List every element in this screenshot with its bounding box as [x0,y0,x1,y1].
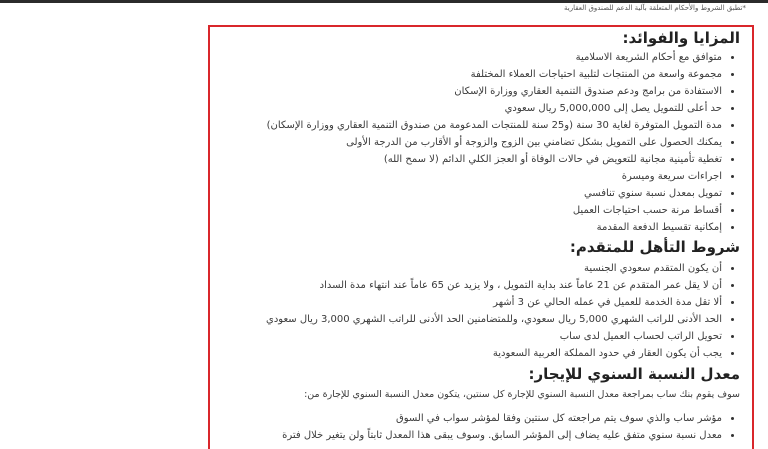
list-item: • مؤشر ساب والذي سوف يتم مراجعته كل سنتين وفقا لمؤشر سواب في السوق [216,410,722,427]
list-item: • يجب أن يكون العقار في حدود المملكة العربية السعودية [216,345,722,362]
benefits-list [216,49,740,236]
list-item: • إمكانية تقسيط الدفعة المقدمة [216,219,722,236]
list-item: • أقساط مرنة حسب احتياجات العميل [216,202,722,219]
list-item: • ألا تقل مدة الخدمة للعميل في عمله الحالي عن 3 أشهر [216,294,722,311]
list-item: • معدل نسبة سنوي متفق عليه يضاف إلى المؤشر السابق. وسوف يبقى هذا المعدل ثابتاً ولن يتغير خلال فترة [216,427,722,444]
eligibility-list [216,260,740,362]
list-item: • تمويل بمعدل نسبة سنوي تنافسي [216,185,722,202]
list-item: • تغطية تأمينية مجانية للتعويض في حالات الوفاة أو العجز الكلي الدائم (لا سمح الله) [216,151,722,168]
top-divider-bar [0,0,768,3]
rate-heading: معدل النسبة السنوي للإيجار: [528,365,740,383]
list-item: • حد أعلى للتمويل يصل إلى 5,000,000 ريال سعودي [216,100,722,117]
list-item: • مجموعة واسعة من المنتجات لتلبية احتياجات العملاء المختلفة [216,66,722,83]
content-highlight-box [208,25,754,449]
list-item: • اجراءات سريعة وميسرة [216,168,722,185]
list-item: • أن يكون المتقدم سعودي الجنسية [216,260,722,277]
eligibility-heading: شروط التأهل للمتقدم: [569,238,740,256]
rate-list [216,410,740,444]
list-item: • الاستفادة من برامج ودعم صندوق التنمية العقاري ووزارة الإسكان [216,83,722,100]
rate-intro-text: سوف يقوم بنك ساب بمراجعة معدل النسبة السنوي للإجارة كل سنتين، يتكون معدل النسبة السنوي للإجارة من: [304,389,740,400]
content-inner [210,29,752,444]
benefits-heading: المزايا والفوائد: [622,29,740,47]
list-item: • الحد الأدنى للراتب الشهري 5,000 ريال سعودي، وللمتضامنين الحد الأدنى للراتب الشهري 3,000 ريال سعودي [216,311,722,328]
list-item: • مدة التمويل المتوفرة لغاية 30 سنة (و25 سنة للمنتجات المدعومة من صندوق التنمية العقاري ووزارة الإسكان) [216,117,722,134]
list-item: • أن لا يقل عمر المتقدم عن 21 عاماً عند بداية التمويل ، ولا يزيد عن 65 عاماً عند انتهاء مدة السداد [216,277,722,294]
list-item: • تحويل الراتب لحساب العميل لدى ساب [216,328,722,345]
support-footnote: *تطبق الشروط والأحكام المتعلقة بآلية الدعم للصندوق العقارية [564,4,746,12]
list-item: • متوافق مع أحكام الشريعة الاسلامية [216,49,722,66]
list-item: • يمكنك الحصول على التمويل بشكل تضامني بين الزوج والزوجة أو الأقارب من الدرجة الأولى [216,134,722,151]
